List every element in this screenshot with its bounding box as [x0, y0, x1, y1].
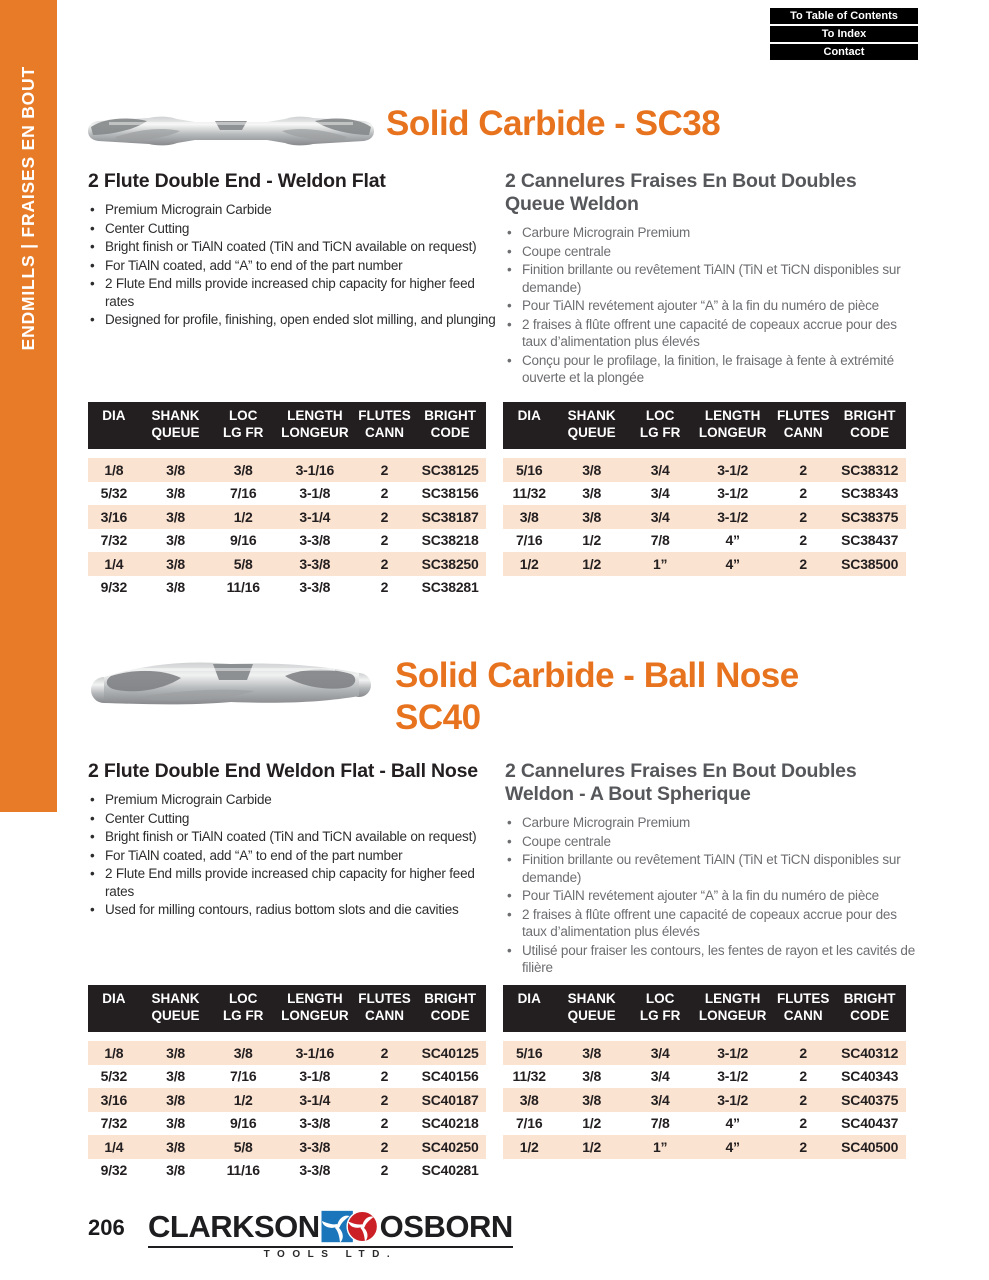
table-cell: SC38312: [841, 461, 899, 478]
table-cell: 3-1/2: [717, 1068, 749, 1085]
table-cell: SC38437: [841, 532, 899, 549]
table-row: [88, 505, 486, 529]
table-cell: SC40500: [841, 1138, 899, 1155]
bullet-item: • Used for milling contours, radius bottom slots and die cavities: [88, 901, 500, 919]
bullet-item: • Carbure Micrograin Premium: [505, 814, 920, 832]
table-cell: 2: [380, 1115, 389, 1132]
sc38-french-column: [505, 170, 920, 388]
table-cell: SC40312: [841, 1044, 899, 1061]
table-cell: 2: [799, 461, 807, 478]
table-cell: 3-1/8: [299, 485, 331, 502]
table-cell: 7/16: [229, 1068, 257, 1085]
table-cell: 3/4: [650, 508, 670, 525]
bullet-item: • Center Cutting: [88, 220, 498, 238]
bullet-item: • Premium Micrograin Carbide: [88, 791, 500, 809]
table-cell: 3-3/8: [299, 1162, 331, 1179]
table-row: [503, 1088, 906, 1112]
nav-button-contact[interactable]: Contact: [770, 44, 918, 60]
table-row: [88, 576, 486, 600]
table-cell: 3/8: [166, 1068, 185, 1085]
table-row: [88, 1135, 486, 1159]
sidebar-label: ENDMILLS | FRAISES EN BOUT: [18, 65, 38, 351]
table-cell: 7/16: [515, 1115, 543, 1132]
table-header-row: [88, 402, 486, 449]
bullet-item: • Center Cutting: [88, 810, 500, 828]
sc38-french-heading: 2 Cannelures Fraises En Bout Doubles Queue Weldon: [505, 170, 857, 215]
table-cell: 3-1/2: [717, 461, 749, 478]
bullet-item: • Finition brillante ou revêtement TiAlN (TiN et TiCN disponibles sur demande): [505, 851, 920, 886]
column-header-cell: LENGTH LONGEUR: [281, 991, 349, 1023]
table-cell: SC40437: [841, 1115, 899, 1132]
sc40-spec-table-left: [88, 985, 486, 1182]
bullet-item: • For TiAlN coated, add “A” to end of the part number: [88, 847, 500, 865]
table-cell: 2: [380, 508, 389, 525]
bullet-item: • 2 Flute End mills provide increased chip capacity for higher feed rates: [88, 865, 500, 900]
table-cell: 1”: [652, 1138, 668, 1155]
table-cell: 3-3/8: [299, 532, 331, 549]
nav-button-table-of-contents[interactable]: To Table of Contents: [770, 8, 918, 24]
table-cell: 2: [380, 485, 389, 502]
bullet-item: • Bright finish or TiAlN coated (TiN and TiCN available on request): [88, 238, 498, 256]
bullet-item: • Utilisé pour fraiser les contours, les fentes de rayon et les cavités de filière: [505, 942, 920, 977]
sc38-french-bullets: [505, 224, 920, 387]
table-cell: 3/8: [166, 1138, 185, 1155]
table-cell: 3/8: [166, 1044, 185, 1061]
table-cell: 5/32: [100, 485, 128, 502]
table-cell: 4”: [725, 532, 740, 549]
column-header-cell: DIA: [517, 991, 541, 1006]
table-row: [503, 505, 906, 529]
table-cell: 1/2: [582, 1138, 602, 1155]
sc38-spec-table-left: [88, 402, 486, 599]
table-cell: 2: [380, 579, 389, 596]
table-row: [503, 482, 906, 506]
table-cell: SC40281: [421, 1162, 479, 1179]
table-cell: 9/16: [229, 1115, 257, 1132]
table-cell: 2: [799, 508, 807, 525]
table-cell: 5/32: [100, 1068, 128, 1085]
table-cell: 5/16: [515, 1044, 543, 1061]
table-cell: 3-1/2: [717, 1091, 749, 1108]
table-cell: 3-1/2: [717, 508, 749, 525]
table-cell: SC40125: [421, 1044, 479, 1061]
column-header-cell: BRIGHT CODE: [843, 408, 896, 440]
table-cell: 1/8: [104, 461, 124, 478]
clarkson-osborn-logo-icon: [321, 1208, 379, 1246]
section-title-sc38: Solid Carbide - SC38: [386, 104, 721, 143]
ball-nose-endmill-photo: [85, 644, 377, 718]
column-header-cell: FLUTES CANN: [358, 408, 411, 440]
table-cell: 3/4: [650, 461, 670, 478]
table-cell: SC38500: [841, 555, 899, 572]
table-cell: 3/8: [582, 1044, 602, 1061]
table-cell: 3-3/8: [299, 555, 331, 572]
table-cell: 1/2: [582, 555, 602, 572]
table-cell: 3/16: [100, 508, 128, 525]
table-cell: 3-3/8: [299, 1138, 331, 1155]
brand-word-osborn: OSBORN: [379, 1209, 513, 1244]
table-cell: 7/8: [650, 1115, 670, 1132]
table-cell: 1/2: [233, 1091, 253, 1108]
table-cell: 3/8: [166, 555, 185, 572]
column-header-cell: DIA: [102, 408, 126, 423]
table-header-row: [88, 985, 486, 1032]
table-cell: 5/8: [233, 1138, 253, 1155]
table-cell: SC38125: [421, 461, 479, 478]
page-number: 206: [88, 1215, 125, 1240]
sc40-english-bullets: [88, 791, 500, 919]
table-cell: 3/8: [166, 1091, 185, 1108]
table-cell: 3/8: [233, 461, 253, 478]
column-header-cell: DIA: [517, 408, 541, 423]
table-cell: 3-1/4: [299, 1091, 331, 1108]
table-cell: 3/4: [650, 1091, 670, 1108]
bullet-item: • Carbure Micrograin Premium: [505, 224, 920, 242]
bullet-item: • Bright finish or TiAlN coated (TiN and TiCN available on request): [88, 828, 500, 846]
sidebar-label-wrap: [0, 48, 57, 368]
table-cell: 2: [799, 485, 807, 502]
table-cell: SC38187: [421, 508, 479, 525]
column-header-cell: FLUTES CANN: [776, 408, 830, 440]
table-cell: 3/8: [582, 1068, 602, 1085]
brand-word-clarkson: CLARKSON: [148, 1209, 320, 1244]
flat-endmill-photo: [85, 106, 377, 156]
table-cell: 5/8: [233, 555, 253, 572]
bullet-item: • Pour TiAlN revétement ajouter “A” à la fin du numéro de pièce: [505, 297, 920, 315]
table-cell: 3/8: [582, 485, 602, 502]
table-cell: 1/2: [519, 1138, 539, 1155]
table-cell: 3/8: [166, 485, 185, 502]
sc38-english-bullets: [88, 201, 498, 329]
bullet-item: • Pour TiAlN revétement ajouter “A” à la fin du numéro de pièce: [505, 887, 920, 905]
sc38-spec-table-right: [503, 402, 906, 576]
column-header-cell: DIA: [102, 991, 126, 1006]
table-cell: 2: [799, 1044, 807, 1061]
table-cell: SC40250: [421, 1138, 479, 1155]
sc38-english-column: [88, 170, 498, 330]
bullet-item: • 2 Flute End mills provide increased chip capacity for higher feed rates: [88, 275, 498, 310]
table-cell: 2: [380, 461, 389, 478]
table-cell: 3-1/8: [299, 1068, 331, 1085]
table-cell: 2: [799, 1068, 807, 1085]
bullet-item: • Coupe centrale: [505, 243, 920, 261]
column-header-cell: LENGTH LONGEUR: [281, 408, 349, 440]
table-row: [503, 529, 906, 553]
table-cell: 3/16: [100, 1091, 128, 1108]
table-cell: 3-1/16: [295, 461, 335, 478]
column-header-cell: SHANK QUEUE: [151, 991, 200, 1023]
table-cell: 3/8: [166, 579, 185, 596]
nav-button-index[interactable]: To Index: [770, 26, 918, 42]
column-header-cell: SHANK QUEUE: [151, 408, 200, 440]
column-header-cell: FLUTES CANN: [776, 991, 830, 1023]
table-cell: 1/2: [582, 1115, 602, 1132]
table-cell: 3/8: [166, 1115, 185, 1132]
table-cell: 7/16: [229, 485, 257, 502]
sc38-english-heading: 2 Flute Double End - Weldon Flat: [88, 170, 386, 192]
table-cell: 2: [380, 1068, 389, 1085]
table-cell: 1/4: [104, 1138, 124, 1155]
sc40-french-column: [505, 760, 920, 978]
brand-logo: [148, 1208, 513, 1260]
table-cell: 2: [799, 1138, 807, 1155]
table-cell: 2: [799, 1091, 807, 1108]
table-row: [503, 458, 906, 482]
table-cell: 9/16: [229, 532, 257, 549]
table-row: [88, 458, 486, 482]
table-row: [503, 552, 906, 576]
table-cell: 3-1/2: [717, 1044, 749, 1061]
table-cell: 3-1/4: [299, 508, 331, 525]
table-cell: 3/8: [582, 461, 602, 478]
table-cell: 3-1/2: [717, 485, 749, 502]
table-cell: 1/2: [233, 508, 253, 525]
table-cell: 3/8: [166, 532, 185, 549]
table-cell: 9/32: [100, 1162, 128, 1179]
sc40-english-heading: 2 Flute Double End Weldon Flat - Ball Nose: [88, 760, 478, 782]
bullet-item: • Designed for profile, finishing, open ended slot milling, and plunging: [88, 311, 498, 329]
table-cell: SC38218: [421, 532, 479, 549]
table-cell: 5/16: [515, 461, 543, 478]
table-row: [503, 1135, 906, 1159]
bullet-item: • Finition brillante ou revêtement TiAlN (TiN et TiCN disponibles sur demande): [505, 261, 920, 296]
bullet-item: • 2 fraises à flûte offrent une capacité de copeaux accrue pour des taux d’alimentation plus élevés: [505, 906, 920, 941]
table-cell: 7/16: [515, 532, 543, 549]
table-cell: SC38250: [421, 555, 479, 572]
nav-buttons: [770, 8, 918, 62]
table-row: [88, 482, 486, 506]
table-cell: SC40156: [421, 1068, 479, 1085]
table-row: [503, 1041, 906, 1065]
table-header-row: [503, 402, 906, 449]
table-cell: 1/8: [104, 1044, 124, 1061]
table-cell: 11/32: [512, 1068, 546, 1085]
table-cell: 7/8: [650, 532, 670, 549]
column-header-cell: LOC LG FR: [639, 991, 681, 1023]
column-header-cell: SHANK QUEUE: [567, 991, 616, 1023]
column-header-cell: BRIGHT CODE: [424, 408, 476, 440]
column-header-cell: LOC LG FR: [222, 991, 264, 1023]
table-cell: 2: [380, 1162, 389, 1179]
table-cell: 4”: [725, 1115, 740, 1132]
table-cell: 3/8: [233, 1044, 253, 1061]
table-cell: 3/8: [166, 461, 185, 478]
table-cell: 4”: [725, 555, 740, 572]
column-header-cell: BRIGHT CODE: [843, 991, 896, 1023]
table-row: [88, 1112, 486, 1136]
table-cell: 3-3/8: [299, 579, 331, 596]
table-cell: 3/8: [166, 1162, 185, 1179]
table-cell: 2: [799, 532, 807, 549]
table-row: [88, 1041, 486, 1065]
table-row: [88, 1088, 486, 1112]
table-cell: 2: [380, 555, 389, 572]
sc40-english-column: [88, 760, 500, 920]
bullet-item: • Conçu pour le profilage, la finition, le fraisage à fente à extrémité ouverte et la plongée: [505, 352, 920, 387]
table-cell: 3-3/8: [299, 1115, 331, 1132]
table-cell: 3/4: [650, 485, 670, 502]
table-cell: SC38156: [421, 485, 479, 502]
table-cell: 2: [380, 1138, 389, 1155]
table-cell: 2: [380, 532, 389, 549]
table-cell: 3/8: [519, 1091, 539, 1108]
table-cell: 1”: [652, 555, 668, 572]
table-row: [88, 1065, 486, 1089]
table-cell: 11/16: [226, 579, 260, 596]
sc40-french-heading: 2 Cannelures Fraises En Bout Doubles Weldon - A Bout Spherique: [505, 760, 857, 805]
table-cell: 1/2: [582, 532, 602, 549]
brand-subtitle: TOOLS LTD.: [148, 1246, 513, 1260]
table-cell: 2: [380, 1044, 389, 1061]
column-header-cell: SHANK QUEUE: [567, 408, 616, 440]
table-cell: 3/8: [582, 508, 602, 525]
table-cell: 2: [380, 1091, 389, 1108]
column-header-cell: LOC LG FR: [222, 408, 264, 440]
table-cell: SC40375: [841, 1091, 899, 1108]
table-cell: 11/32: [512, 485, 546, 502]
table-cell: SC40343: [841, 1068, 899, 1085]
table-cell: 2: [799, 1115, 807, 1132]
table-cell: 3-1/16: [295, 1044, 335, 1061]
column-header-cell: FLUTES CANN: [358, 991, 411, 1023]
table-cell: 3/8: [166, 508, 185, 525]
table-cell: SC38281: [421, 579, 479, 596]
table-cell: SC38375: [841, 508, 899, 525]
brand-wordmark: [148, 1208, 513, 1246]
table-cell: 11/16: [226, 1162, 260, 1179]
table-cell: 9/32: [100, 579, 128, 596]
table-cell: 3/8: [582, 1091, 602, 1108]
table-row: [88, 552, 486, 576]
column-header-cell: BRIGHT CODE: [424, 991, 476, 1023]
bullet-item: • Premium Micrograin Carbide: [88, 201, 498, 219]
sc40-spec-table-right: [503, 985, 906, 1159]
column-header-cell: LOC LG FR: [639, 408, 681, 440]
section-title-sc40: Solid Carbide - Ball Nose SC40: [395, 656, 799, 737]
table-cell: 2: [799, 555, 807, 572]
table-header-row: [503, 985, 906, 1032]
bullet-item: • 2 fraises à flûte offrent une capacité de copeaux accrue pour des taux d’alimentation plus élevés: [505, 316, 920, 351]
table-row: [503, 1065, 906, 1089]
table-row: [88, 1159, 486, 1183]
table-cell: 3/4: [650, 1044, 670, 1061]
table-cell: SC40218: [421, 1115, 479, 1132]
table-row: [88, 529, 486, 553]
table-cell: SC40187: [421, 1091, 479, 1108]
table-cell: 7/32: [100, 1115, 128, 1132]
column-header-cell: LENGTH LONGEUR: [698, 991, 767, 1023]
table-cell: 1/4: [104, 555, 124, 572]
sidebar: [0, 0, 57, 812]
table-cell: 4”: [725, 1138, 740, 1155]
bullet-item: • For TiAlN coated, add “A” to end of the part number: [88, 257, 498, 275]
bullet-item: • Coupe centrale: [505, 833, 920, 851]
table-cell: SC38343: [841, 485, 899, 502]
column-header-cell: LENGTH LONGEUR: [698, 408, 767, 440]
table-cell: 3/8: [519, 508, 539, 525]
sc40-french-bullets: [505, 814, 920, 977]
table-row: [503, 1112, 906, 1136]
table-cell: 3/4: [650, 1068, 670, 1085]
table-cell: 7/32: [100, 532, 128, 549]
table-cell: 1/2: [519, 555, 539, 572]
